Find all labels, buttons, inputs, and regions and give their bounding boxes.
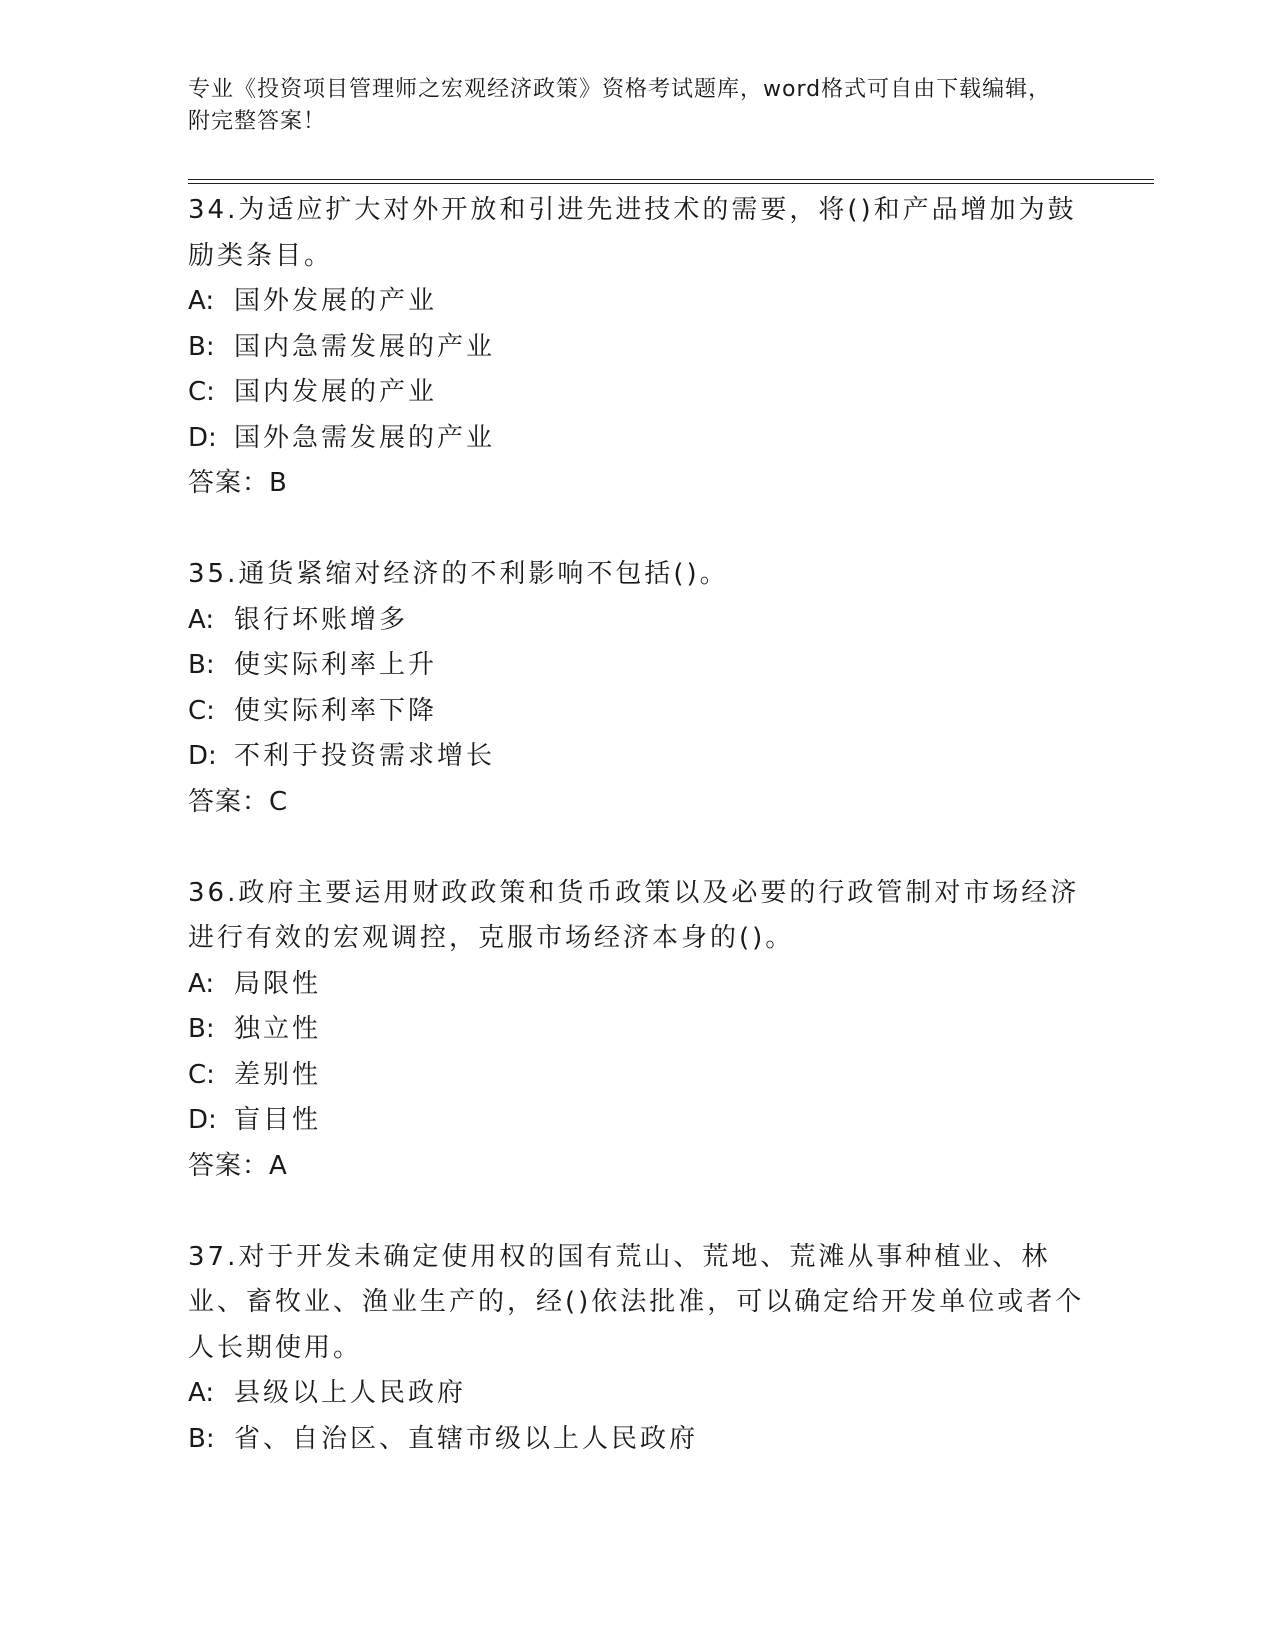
answer-line: 答案：B <box>188 468 288 498</box>
question-34 <box>188 188 1088 507</box>
option-label: C: <box>188 1059 215 1090</box>
option-b <box>188 325 1088 371</box>
question-stem: 34.为适应扩大对外开放和引进先进技术的需要，将()和产品增加为鼓励类条目。 <box>188 195 1077 271</box>
option-label: D: <box>188 741 217 771</box>
option-c <box>188 689 1088 735</box>
option-c <box>188 370 1088 416</box>
option-label: A: <box>188 604 215 635</box>
option-b <box>188 1417 1088 1463</box>
question-spacer <box>188 1189 1088 1235</box>
option-text: 独立性 <box>234 1014 322 1044</box>
option-label: A: <box>188 1378 215 1408</box>
option-label: B: <box>188 1423 215 1454</box>
option-label: D: <box>188 1105 217 1135</box>
option-a <box>188 962 1088 1008</box>
header-divider-top <box>188 179 1154 180</box>
answer-line: 答案：C <box>188 786 289 817</box>
option-text: 国内急需发展的产业 <box>234 331 496 362</box>
question-spacer <box>188 507 1088 553</box>
question-35 <box>188 552 1088 825</box>
question-37 <box>188 1235 1088 1463</box>
option-c <box>188 1053 1088 1099</box>
document-header: 专业《投资项目管理师之宏观经济政策》资格考试题库，word格式可自由下载编辑，附完整答案！ <box>188 77 1052 134</box>
option-text: 使实际利率上升 <box>234 650 438 680</box>
option-text: 国外发展的产业 <box>234 286 438 316</box>
option-text: 国外急需发展的产业 <box>234 422 496 453</box>
option-text: 盲目性 <box>234 1105 322 1135</box>
option-text: 差别性 <box>234 1059 322 1090</box>
option-b <box>188 643 1088 689</box>
option-d <box>188 416 1088 462</box>
option-text: 不利于投资需求增长 <box>234 741 496 771</box>
answer-line: 答案：A <box>188 1150 288 1181</box>
question-stem: 36.政府主要运用财政政策和货币政策以及必要的行政管制对市场经济进行有效的宏观调控，克服市场经济本身的()。 <box>188 877 1080 953</box>
option-label: C: <box>188 377 215 407</box>
option-d <box>188 734 1088 780</box>
option-label: B: <box>188 331 215 362</box>
option-text: 国内发展的产业 <box>234 377 438 407</box>
option-a <box>188 598 1088 644</box>
question-stem: 35.通货紧缩对经济的不利影响不包括()。 <box>188 559 729 589</box>
option-text: 使实际利率下降 <box>234 695 438 726</box>
option-text: 省、自治区、直辖市级以上人民政府 <box>234 1423 699 1454</box>
header-divider-bottom <box>188 183 1154 184</box>
question-36 <box>188 871 1088 1190</box>
option-a <box>188 1371 1088 1417</box>
option-b <box>188 1007 1088 1053</box>
option-label: D: <box>188 422 217 453</box>
option-d <box>188 1098 1088 1144</box>
question-list <box>188 188 1088 1462</box>
option-label: A: <box>188 286 215 316</box>
question-spacer <box>188 825 1088 871</box>
option-a <box>188 279 1088 325</box>
option-text: 银行坏账增多 <box>234 604 409 635</box>
option-label: B: <box>188 1014 215 1044</box>
question-stem: 37.对于开发未确定使用权的国有荒山、荒地、荒滩从事种植业、林业、畜牧业、渔业生产的，经()依法批准，可以确定给开发单位或者个人长期使用。 <box>188 1241 1085 1363</box>
option-label: B: <box>188 650 215 680</box>
option-label: C: <box>188 695 215 726</box>
option-text: 局限性 <box>234 968 322 999</box>
option-label: A: <box>188 968 215 999</box>
option-text: 县级以上人民政府 <box>234 1378 467 1408</box>
